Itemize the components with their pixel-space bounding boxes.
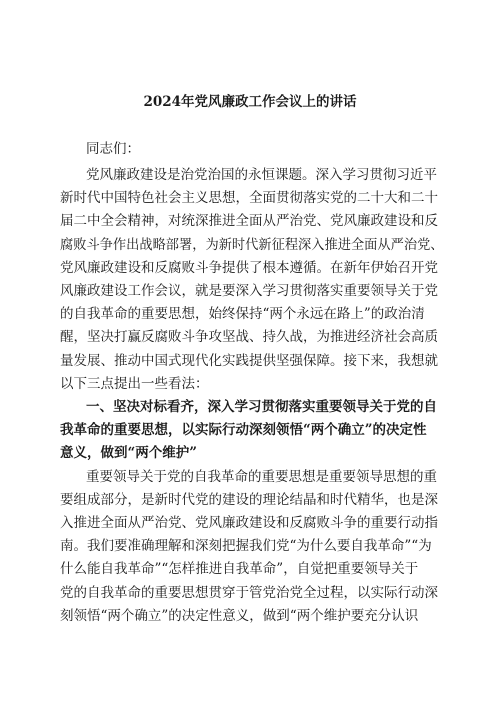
paragraph-line: 腐败斗争作出战略部署，为新时代新征程深入推进全面从严治党、 <box>60 236 444 253</box>
paragraph-line: 届二中全会精神，对统深推进全面从严治党、党风廉政建设和反 <box>60 213 438 230</box>
paragraph-line: 以下三点提出一些看法： <box>60 375 209 392</box>
paragraph-line: 量发展、推动中国式现代化实践提供坚强保障。接下来，我想就 <box>60 352 438 369</box>
paragraph-line: 入推进全面从严治党、党风廉政建设和反腐败斗争的重要行动指 <box>60 515 438 531</box>
paragraph-line: 的自我革命的重要思想，始终保持“两个永远在路上”的政治清 <box>60 306 425 323</box>
paragraph-line: 风廉政建设工作会议，就是要深入学习贯彻落实重要领导关于党 <box>60 283 438 299</box>
paragraph-line: 党风廉政建设和反腐败斗争提供了根本遵循。在新年伊始召开党 <box>60 259 438 276</box>
paragraph-line: 新时代中国特色社会主义思想，全面贯彻落实党的二十大和二十 <box>60 190 438 207</box>
paragraph-line: 刻领悟“两个确立”的决定性意义，做到“两个维护要充分认识 <box>60 607 419 624</box>
paragraph-line: 重要领导关于党的自我革命的重要思想是重要领导思想的重 <box>86 468 437 485</box>
paragraph-line: 醒，坚决打赢反腐败斗争攻坚战、持久战，为推进经济社会高质 <box>60 329 438 346</box>
paragraph-line: 党风廉政建设是治党治国的永恒课题。深入学习贯彻习近平 <box>86 167 437 183</box>
section-heading-line: 意义，做到“两个维护” <box>60 445 198 462</box>
section-heading-line: 我革命的重要思想，以实际行动深刻领悟“两个确立”的决定性 <box>60 422 427 439</box>
section-heading-line: 一、坚决对标看齐，深入学习贯彻落实重要领导关于党的自 <box>86 399 437 415</box>
document-title: 2024年党风廉政工作会议上的讲话 <box>143 94 357 110</box>
paragraph-line: 党的自我革命的重要思想贯穿于管党治党全过程，以实际行动深 <box>60 584 438 601</box>
salutation: 同志们： <box>86 141 140 157</box>
paragraph-line: 要组成部分，是新时代党的建设的理论结晶和时代精华，也是深 <box>60 491 438 508</box>
paragraph-line: 南。我们要准确理解和深刻把握我们党“为什么要自我革命”“为 <box>60 538 432 555</box>
paragraph-line: 什么能自我革命”“怎样推进自我革命”，自觉把重要领导关于 <box>60 561 419 578</box>
